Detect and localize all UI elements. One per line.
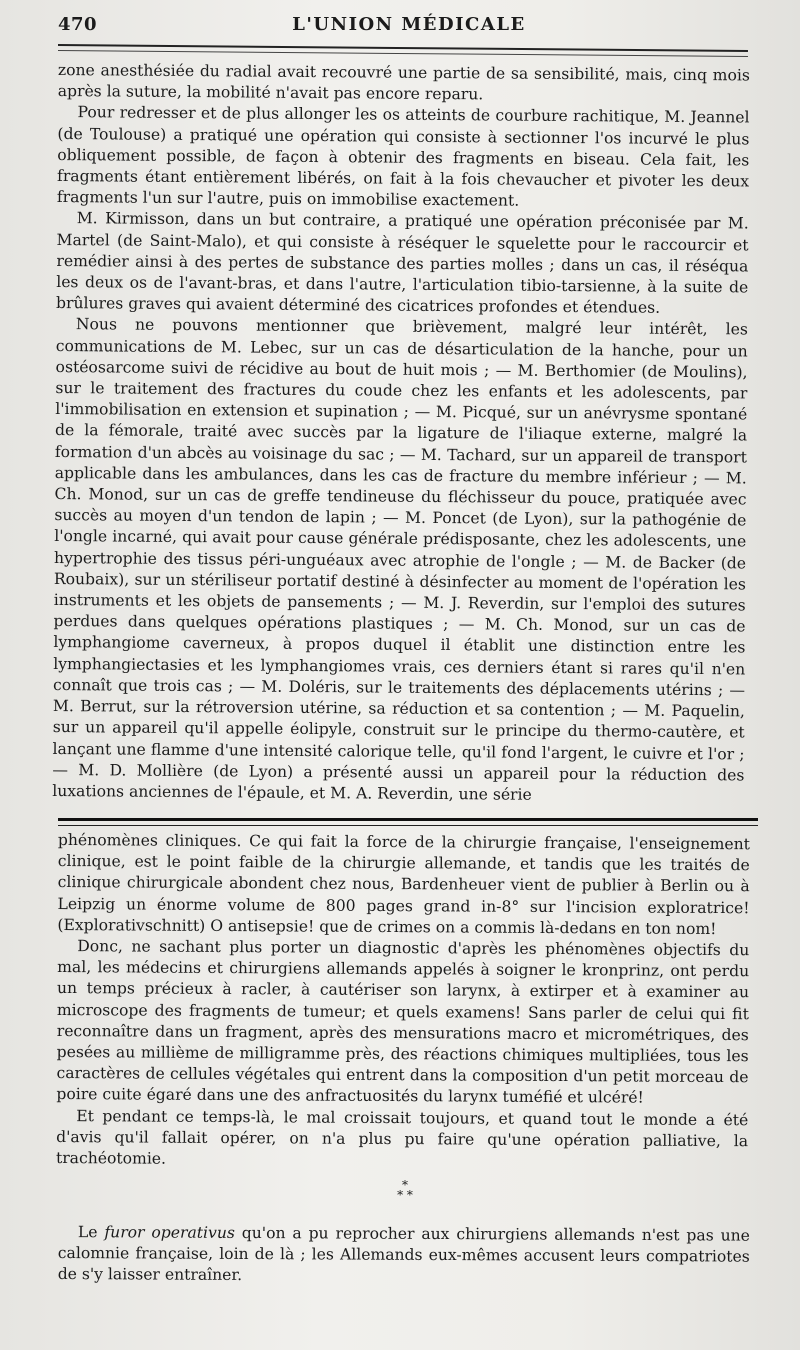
text-run: Le <box>77 1223 105 1242</box>
bottom-text-block <box>56 830 750 1173</box>
paragraph: M. Kirmisson, dans un but contraire, a pratiqué une opération préconisée par M. Martel (de Saint-Malo), et qui consiste à réséquer le squelette pour le raccourcir et remédier ainsi à des pertes de substance des parties molles ; dans un cas, il réséqua les deux os de l'avant-bras, et dans l'autre, l'articulation tibio-tarsienne, à la suite de brûlures graves qui avaient déterminé des cicatrices profondes et étendues. <box>56 209 749 317</box>
page-number: 470 <box>58 14 98 35</box>
paragraph <box>58 1222 750 1289</box>
paragraph: phénomènes cliniques. Ce qui fait la force de la chirurgie française, l'enseignement clinique, est le point faible de la chirurgie allemande, et tandis que les traités de clinique chirurgicale abondent chez nous, Bardenheuer vient de publier à Berlin ou à Leipzig un énorme volume de 800 pages grand in-8° sur l'incision exploratrice! (Explorativschnitt) O antisepsie! que de crimes on a commis là-dedans en ton nom! <box>57 831 750 938</box>
top-text-block <box>52 60 750 808</box>
final-text-block <box>58 1222 750 1289</box>
journal-title: L'UNION MÉDICALE <box>292 14 526 35</box>
asterism <box>380 1180 430 1200</box>
page-header <box>58 8 760 38</box>
paragraph: zone anesthésiée du radial avait recouvré une partie de sa sensibilité, mais, cinq mois après la suture, la mobilité n'avait pas encore reparu. <box>57 60 750 104</box>
text-run: qu'on a pu reprocher aux chirurgiens allemands n'est pas une calomnie française, loin de là ; les Allemands eux-mêmes accusent leurs compatriotes de s'y laisser entraîner. <box>57 1223 751 1285</box>
paragraph: Et pendant ce temps-là, le mal croissait toujours, et quand tout le monde a été d'avis qu'il fallait opérer, on n'a plus pu faire qu'une opération palliative, la trachéotomie. <box>55 1106 749 1168</box>
asterism-top: * <box>402 1178 408 1192</box>
section-separator <box>58 818 758 826</box>
asterism-bottom: * * <box>397 1188 413 1202</box>
separator-thick-rule <box>58 818 758 821</box>
separator-thin-rule <box>58 825 758 826</box>
paragraph: Donc, ne sachant plus porter un diagnostic d'après les phénomènes objectifs du mal, les médecins et chirurgiens allemands appelés à soigner le kronprinz, ont perdu un temps précieux à racler, à cautériser son larynx, à extirper et à examiner au microscope des fragments de tumeur; et quels examens! Sans parler de celui qui fit reconnaître dans un fragment, après des mensurations macro et micrométriques, des pesées au millième de milligramme près, des réactions chimiques multipliées, tous les caractères de cellules végétales qui entrent dans la composition d'un petit morceau de poire cuite égaré dans une des anfractuosités du larynx tuméfié et ulcéré! <box>56 937 750 1108</box>
paragraph: Nous ne pouvons mentionner que brièvement, malgré leur intérêt, les communications de M. Lebec, sur un cas de désarticulation de la hanche, pour un ostéosarcome suivi de récidive au bout de huit mois ; — M. Berthomier (de Moulins), sur le traitement des fractures du coude chez les enfants et les adolescents, par l'immobilisation en extension et supination ; — M. Picqué, sur un anévrysme spontané de la fémorale, traité avec succès par la ligature de l'iliaque externe, malgré la formation d'un abcès au voisinage du sac ; — M. Tachard, sur un appareil de transport applicable dans les ambulances, dans les cas de fracture du membre inférieur ; — M. Ch. Monod, sur un cas de greffe tendineuse du fléchisseur du pouce, pratiquée avec succès au moyen d'un tendon de lapin ; — M. Poncet (de Lyon), sur la pathogénie de l'ongle incarné, qui avait pour cause générale prédisposante, chez les adolescents, une hypertrophie des tissus péri-unguéaux avec atrophie de l'ongle ; — M. de Backer (de Roubaix), sur un stériliseur portatif destiné à désinfecter au moment de l'opération les instruments et les objets de pansements ; — M. J. Reverdin, sur l'emploi des sutures perdues dans quelques opérations plastiques ; — M. Ch. Monod, sur un cas de lymphangiome caverneux, à propos duquel il établit une distinction entre les lymphangiectasies et les lymphangiomes vrais, ces derniers étant si rares qu'il n'en connaît que trois cas ; — M. Doléris, sur le traitements des déplacements utérins ; — M. Berrut, sur la rétroversion utérine, sa réduction et sa contention ; — M. Paquelin, sur un appareil qu'il appelle éolipyle, construit sur le principe du thermo-cautère, et lançant une flamme d'une intensité calorique telle, qu'il fond l'argent, le cuivre et l'or ; — M. D. Mollière (de Lyon) a présenté aussi un appareil pour la réduction des luxations anciennes de l'épaule, et M. A. Reverdin, une série <box>52 315 748 804</box>
paragraph: Pour redresser et de plus allonger les os atteints de courbure rachitique, M. Jeannel (de Toulouse) a pratiqué une opération qui consiste à sectionner l'os incurvé le plus obliquement possible, de façon à obtenir des fragments en biseau. Cela fait, les fragments étant entièrement libérés, on fait à la fois chevaucher et pivoter les deux fragments l'un sur l'autre, puis on immobilise exactement. <box>56 103 750 210</box>
emphasis-text: furor operativus <box>104 1223 235 1242</box>
